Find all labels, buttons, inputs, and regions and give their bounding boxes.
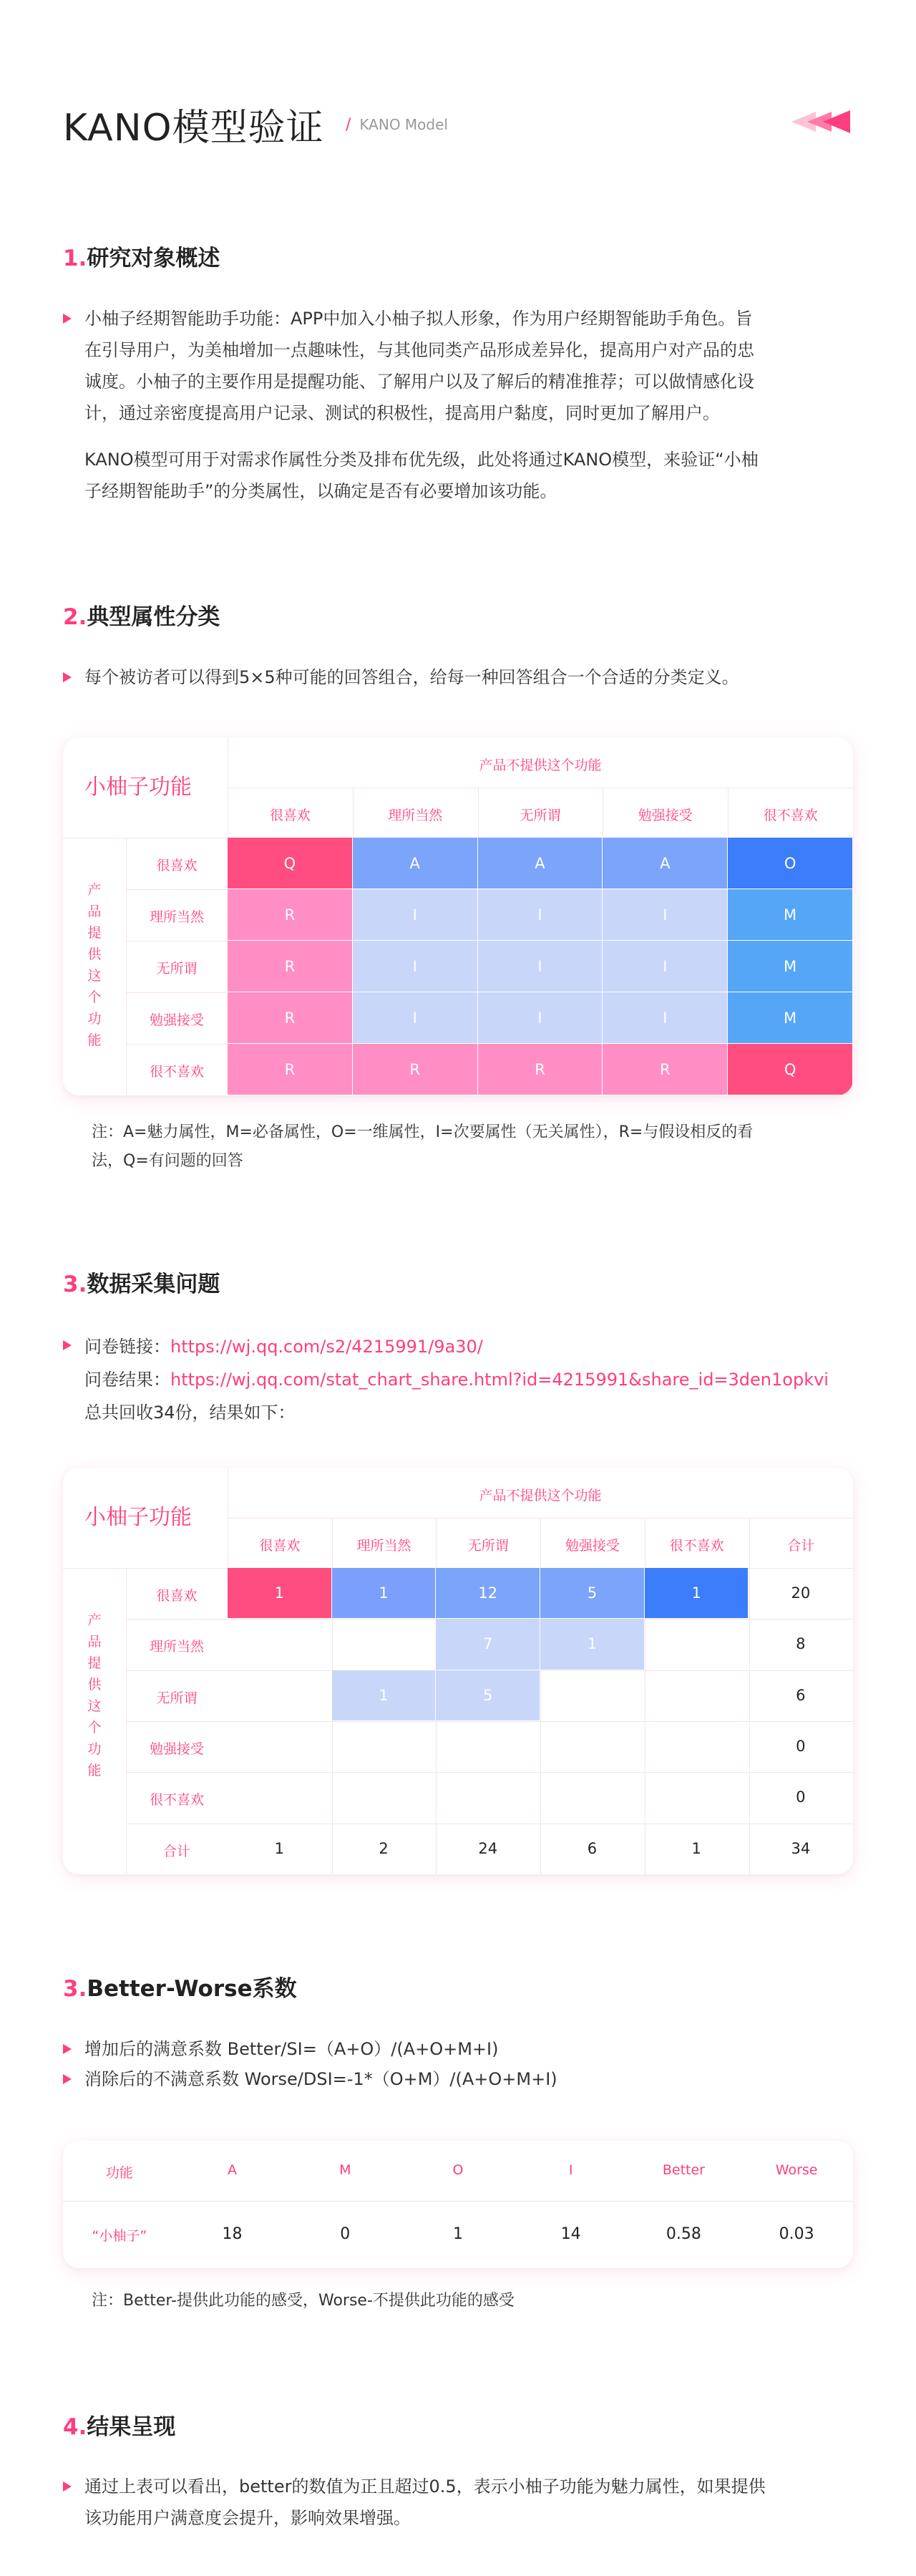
row-header: 很不喜欢 — [149, 1064, 204, 1080]
survey-total-text: 总共回收34份，结果如下： — [84, 1403, 296, 1423]
column-header: O — [452, 2162, 464, 2178]
section-title-text: 研究对象概述 — [87, 246, 220, 271]
side-label-char: 供 — [87, 946, 102, 962]
side-label-char: 功 — [87, 1011, 102, 1027]
bullet-triangle-icon — [63, 672, 72, 682]
section-title-text: 典型属性分类 — [87, 604, 220, 630]
divider — [63, 2201, 853, 2202]
coefficient-value: 1 — [452, 2225, 463, 2243]
column-header: I — [568, 2162, 573, 2178]
matrix-cell: O — [728, 838, 852, 888]
matrix-cell: R — [228, 889, 352, 940]
text-line: 通过上表可以看出，better的数值为正且超过0.5，表示小柚子功能为魅力属性，如果提供 — [84, 2476, 766, 2497]
matrix-cell: Q — [728, 1044, 852, 1095]
section-title-text: 结果呈现 — [87, 2414, 176, 2440]
column-header: A — [228, 2162, 238, 2178]
result-cell: 20 — [791, 1584, 811, 1602]
survey-result-link[interactable]: https://wj.qq.com/stat_chart_share.html?id=4215991&share_id=3den1opkvi — [170, 1370, 829, 1390]
result-cell: 1 — [228, 1568, 331, 1618]
side-label-char: 提 — [87, 925, 102, 941]
side-label-char: 品 — [87, 904, 102, 919]
matrix-cell: R — [228, 941, 352, 992]
matrix-cell: A — [603, 838, 727, 888]
text-line: 诚度。小柚子的主要作用是提醒功能、了解用户以及了解后的精准推荐；可以做情感化设 — [84, 372, 754, 392]
worse-formula: 消除后的不满意系数 Worse/DSI=-1*（O+M）/(A+O+M+I) — [84, 2069, 557, 2089]
result-cell — [540, 1721, 644, 1771]
table-title: 小柚子功能 — [84, 1505, 192, 1530]
column-header: 很喜欢 — [269, 808, 311, 823]
classification-note — [92, 1118, 856, 1176]
result-cell — [645, 1772, 749, 1822]
result-cell: 1 — [332, 1568, 436, 1618]
section-number: 4. — [63, 2414, 87, 2440]
survey-link-line — [84, 1330, 856, 1363]
bullet-triangle-icon — [63, 2481, 72, 2492]
result-cell: 0 — [796, 1788, 806, 1806]
section-title-classification — [63, 599, 220, 631]
row-header: 很喜欢 — [156, 1588, 198, 1604]
result-cell: 2 — [379, 1839, 389, 1857]
result-cell — [645, 1619, 749, 1669]
table-top-label: 产品不提供这个功能 — [479, 757, 602, 773]
side-label-char: 供 — [87, 1677, 102, 1693]
survey-link[interactable]: https://wj.qq.com/s2/4215991/9a30/ — [170, 1337, 483, 1357]
result-cell: 12 — [436, 1568, 540, 1618]
result-cell — [228, 1772, 331, 1822]
side-label-char: 这 — [87, 968, 102, 984]
side-label-char: 产 — [87, 882, 102, 898]
text-line: 该功能用户满意度会提升，影响效果增强。 — [84, 2508, 411, 2528]
matrix-cell: M — [728, 889, 852, 940]
result-cell — [228, 1721, 331, 1771]
column-header: 无所谓 — [520, 808, 561, 823]
divider — [353, 788, 354, 838]
result-cell: 5 — [540, 1568, 644, 1618]
row-header: 很不喜欢 — [149, 1792, 204, 1808]
result-cell — [332, 1721, 436, 1771]
matrix-cell: A — [478, 838, 603, 888]
classification-table — [63, 737, 853, 1095]
result-cell: 1 — [645, 1568, 749, 1618]
matrix-cell: I — [603, 992, 727, 1043]
feature-name: “小柚子” — [92, 2228, 147, 2244]
classification-paragraph: 每个被访者可以得到5×5种可能的回答组合，给每一种回答组合一个合适的分类定义。 — [84, 667, 739, 687]
divider — [126, 1044, 228, 1045]
section-title-better-worse — [63, 1970, 297, 2003]
column-header: 功能 — [105, 2165, 133, 2181]
section-title-results — [63, 2408, 175, 2441]
row-header: 很喜欢 — [156, 858, 198, 873]
result-cell — [436, 1721, 540, 1771]
text-line: 子经期智能助手”的分类属性，以确定是否有必要增加该功能。 — [84, 481, 557, 501]
table-top-label: 产品不提供这个功能 — [479, 1488, 602, 1504]
column-header: 很不喜欢 — [669, 1538, 724, 1554]
result-cell: 24 — [478, 1839, 498, 1857]
coefficient-value: 0.03 — [779, 2225, 814, 2243]
matrix-cell: R — [228, 992, 352, 1043]
better-worse-note: 注：Better-提供此功能的感受，Worse-不提供此功能的感受 — [92, 2292, 515, 2310]
divider — [478, 788, 479, 838]
row-header: 合计 — [162, 1843, 190, 1859]
result-cell — [332, 1772, 436, 1822]
chevron-arrows-icon — [789, 107, 853, 136]
side-label-char: 个 — [87, 1720, 102, 1735]
better-worse-table — [63, 2141, 853, 2268]
column-header: 理所当然 — [388, 808, 443, 823]
row-header: 无所谓 — [156, 961, 198, 977]
matrix-cell: I — [603, 889, 727, 940]
result-cell: 34 — [791, 1839, 811, 1857]
text-line: KANO模型可用于对需求作属性分类及排布优先级，此处将通过KANO模型，来验证“小柚 — [84, 450, 759, 470]
column-header: 很喜欢 — [259, 1538, 301, 1554]
side-label-char: 能 — [87, 1763, 102, 1778]
subtitle-slash: / — [346, 116, 351, 134]
result-cell: 1 — [540, 1619, 644, 1669]
section-title-data-collection — [63, 1266, 220, 1298]
table-title: 小柚子功能 — [84, 775, 192, 800]
column-header: Worse — [775, 2162, 818, 2178]
row-header: 无所谓 — [156, 1690, 198, 1706]
result-cell: 1 — [274, 1839, 285, 1857]
matrix-cell: I — [478, 992, 603, 1043]
matrix-cell: I — [603, 941, 727, 992]
result-cell: 1 — [332, 1670, 436, 1720]
matrix-cell: R — [228, 1044, 352, 1095]
subtitle-text: KANO Model — [359, 116, 448, 133]
column-header: 理所当然 — [356, 1538, 411, 1554]
section-title-overview — [63, 240, 220, 272]
kano-intro-paragraph — [84, 444, 856, 507]
matrix-cell: I — [353, 992, 477, 1043]
result-cell: 6 — [796, 1686, 806, 1704]
coefficient-value: 14 — [560, 2225, 581, 2243]
result-cell — [540, 1772, 644, 1822]
row-header: 勉强接受 — [149, 1740, 204, 1757]
column-header: Better — [662, 2162, 705, 2178]
result-cell — [228, 1670, 331, 1720]
side-label-char: 功 — [87, 1741, 102, 1757]
row-header: 勉强接受 — [149, 1012, 204, 1028]
text-line: 在引导用户，为美柚增加一点趣味性，与其他同类产品形成差异化，提高用户对产品的忠 — [84, 340, 754, 360]
coefficient-value: 0.58 — [666, 2225, 701, 2243]
matrix-cell: M — [728, 941, 852, 992]
divider — [126, 992, 228, 993]
result-cell: 1 — [691, 1839, 701, 1857]
result-cell: 0 — [796, 1738, 806, 1756]
section-number: 2. — [63, 604, 87, 630]
column-header: 很不喜欢 — [763, 808, 818, 823]
result-cell: 5 — [436, 1670, 540, 1720]
matrix-cell: I — [353, 889, 477, 940]
result-cell: 6 — [587, 1839, 598, 1857]
result-cell — [228, 1619, 331, 1669]
matrix-cell: I — [478, 889, 603, 940]
result-cell: 8 — [796, 1635, 806, 1653]
column-header: 合计 — [787, 1538, 815, 1554]
matrix-cell: I — [478, 941, 603, 992]
divider — [126, 889, 228, 890]
result-cell: 7 — [436, 1619, 540, 1669]
matrix-cell: R — [603, 1044, 727, 1095]
matrix-cell: I — [353, 941, 477, 992]
result-cell — [436, 1772, 540, 1822]
survey-link-label: 问卷链接： — [84, 1337, 170, 1357]
side-label — [86, 1609, 103, 1781]
section-number: 3. — [63, 1272, 87, 1297]
matrix-cell: Q — [228, 838, 352, 888]
result-cell — [645, 1721, 749, 1771]
result-cell — [645, 1670, 749, 1720]
matrix-cell: M — [728, 992, 852, 1043]
side-label-char: 提 — [87, 1655, 102, 1671]
text-line: 小柚子经期智能助手功能：APP中加入小柚子拟人形象，作为用户经期智能助手角色。旨 — [84, 309, 753, 329]
result-cell — [332, 1619, 436, 1669]
overview-paragraph — [84, 303, 856, 429]
side-label — [86, 879, 103, 1051]
row-header: 理所当然 — [149, 909, 204, 925]
better-formula: 增加后的满意系数 Better/SI=（A+O）/(A+O+M+I) — [84, 2039, 499, 2059]
side-label-char: 这 — [87, 1698, 102, 1714]
survey-results-table — [63, 1468, 853, 1874]
text-line: 计，通过亲密度提高用户记录、测试的积极性，提高用户黏度，同时更加了解用户。 — [84, 403, 720, 423]
survey-info — [84, 1330, 856, 1429]
text-line: 法，Q=有问题的回答 — [92, 1152, 243, 1170]
column-header: 勉强接受 — [565, 1538, 620, 1554]
page-subtitle — [346, 116, 448, 134]
bullet-triangle-icon — [63, 314, 72, 324]
coefficient-value: 18 — [222, 2225, 243, 2243]
section-number: 1. — [63, 246, 87, 271]
column-header: M — [339, 2162, 351, 2178]
result-cell — [540, 1670, 644, 1720]
survey-result-line — [84, 1363, 856, 1396]
side-label-char: 个 — [87, 989, 102, 1005]
row-header: 理所当然 — [149, 1639, 204, 1655]
survey-result-label: 问卷结果： — [84, 1370, 170, 1390]
column-header: 无所谓 — [467, 1538, 509, 1554]
side-label-char: 能 — [87, 1032, 102, 1048]
side-label-char: 品 — [87, 1634, 102, 1650]
bullet-triangle-icon — [63, 1340, 72, 1350]
matrix-cell: R — [353, 1044, 477, 1095]
section-title-text: Better-Worse系数 — [87, 1976, 297, 2002]
matrix-cell: A — [353, 838, 477, 888]
side-label-char: 产 — [87, 1612, 102, 1628]
coefficient-value: 0 — [340, 2225, 351, 2243]
results-paragraph — [84, 2471, 856, 2534]
bullet-triangle-icon — [63, 2074, 72, 2084]
matrix-cell: R — [478, 1044, 603, 1095]
divider — [728, 788, 729, 838]
section-title-text: 数据采集问题 — [87, 1272, 220, 1297]
page-header — [63, 93, 853, 150]
section-number: 3. — [63, 1976, 87, 2002]
bullet-triangle-icon — [63, 2044, 72, 2054]
column-header: 勉强接受 — [638, 808, 693, 823]
text-line: 注：A=魅力属性，M=必备属性，O=一维属性，I=次要属性（无关属性），R=与假设相反的看 — [92, 1123, 754, 1141]
page-title: KANO模型验证 — [63, 107, 324, 150]
